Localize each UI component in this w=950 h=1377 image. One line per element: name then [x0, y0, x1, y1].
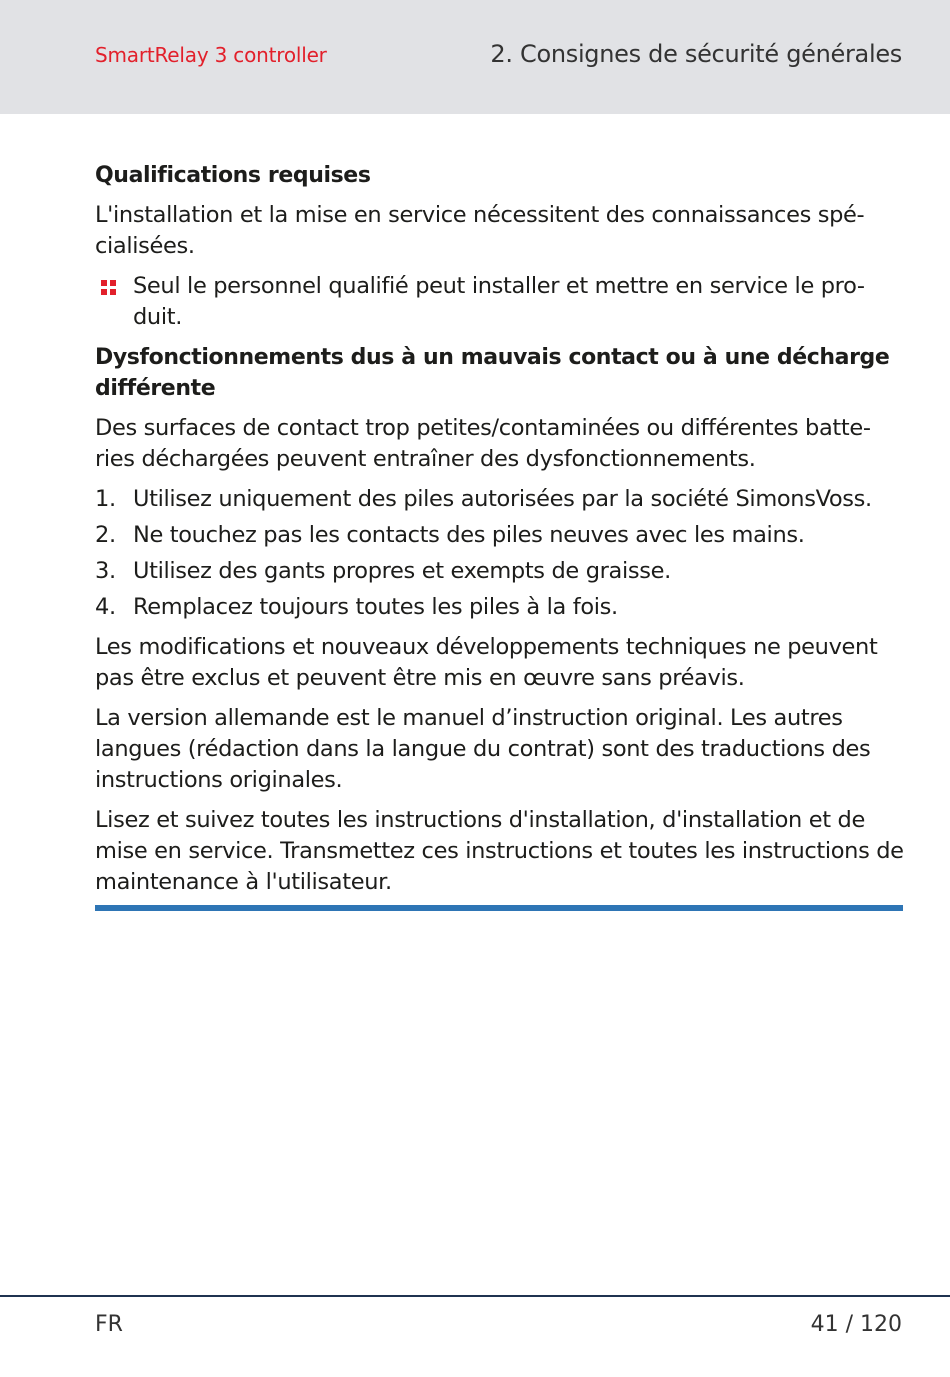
product-name: SmartRelay 3 controller	[95, 43, 327, 67]
list-item	[95, 556, 905, 587]
page-header	[0, 0, 950, 114]
list-item	[95, 484, 905, 515]
qualifications-text: L'installation et la mise en service nécessitent des connaissances spé-cialisées.	[95, 202, 865, 259]
list-item-number: 4.	[95, 594, 116, 620]
list-item-text: Utilisez des gants propres et exempts de graisse.	[133, 558, 671, 584]
footer-divider	[0, 1295, 950, 1297]
section-end-rule	[95, 905, 903, 911]
main-content	[95, 160, 905, 907]
qualifications-bullet-text: Seul le personnel qualifié peut installer et mettre en service le pro-duit.	[133, 273, 865, 330]
warning-squares-icon	[101, 280, 116, 295]
list-item-number: 1.	[95, 486, 116, 512]
list-item-number: 3.	[95, 558, 116, 584]
list-item-text: Ne touchez pas les contacts des piles neuves avec les mains.	[133, 522, 805, 548]
list-item-number: 2.	[95, 522, 116, 548]
page-number: 41 / 120	[810, 1312, 902, 1337]
language-paragraph: La version allemande est le manuel d’instruction original. Les autres langues (rédaction dans la langue du contrat) sont des traductions des instructions originales.	[95, 705, 871, 793]
list-item-text: Remplacez toujours toutes les piles à la fois.	[133, 594, 618, 620]
footer-language: FR	[95, 1312, 123, 1337]
section-title: 2. Consignes de sécurité générales	[490, 40, 902, 68]
qualifications-bullet	[95, 271, 905, 333]
qualifications-heading: Qualifications requises	[95, 163, 371, 188]
list-item-text: Utilisez uniquement des piles autorisées par la société SimonsVoss.	[133, 486, 872, 512]
malfunction-steps	[95, 484, 905, 623]
list-item	[95, 520, 905, 551]
list-item	[95, 592, 905, 623]
malfunction-text: Des surfaces de contact trop petites/contaminées ou différentes batte-ries déchargées peuvent entraîner des dysfonctionnements.	[95, 415, 871, 472]
malfunction-heading: Dysfonctionnements dus à un mauvais contact ou à une décharge différente	[95, 345, 890, 401]
instructions-paragraph: Lisez et suivez toutes les instructions d'installation, d'installation et de mise en service. Transmettez ces instructions et toutes les instructions de maintenance à l'utilisateur.	[95, 807, 904, 895]
changes-paragraph: Les modifications et nouveaux développements techniques ne peuvent pas être exclus et peuvent être mis en œuvre sans préavis.	[95, 634, 878, 691]
